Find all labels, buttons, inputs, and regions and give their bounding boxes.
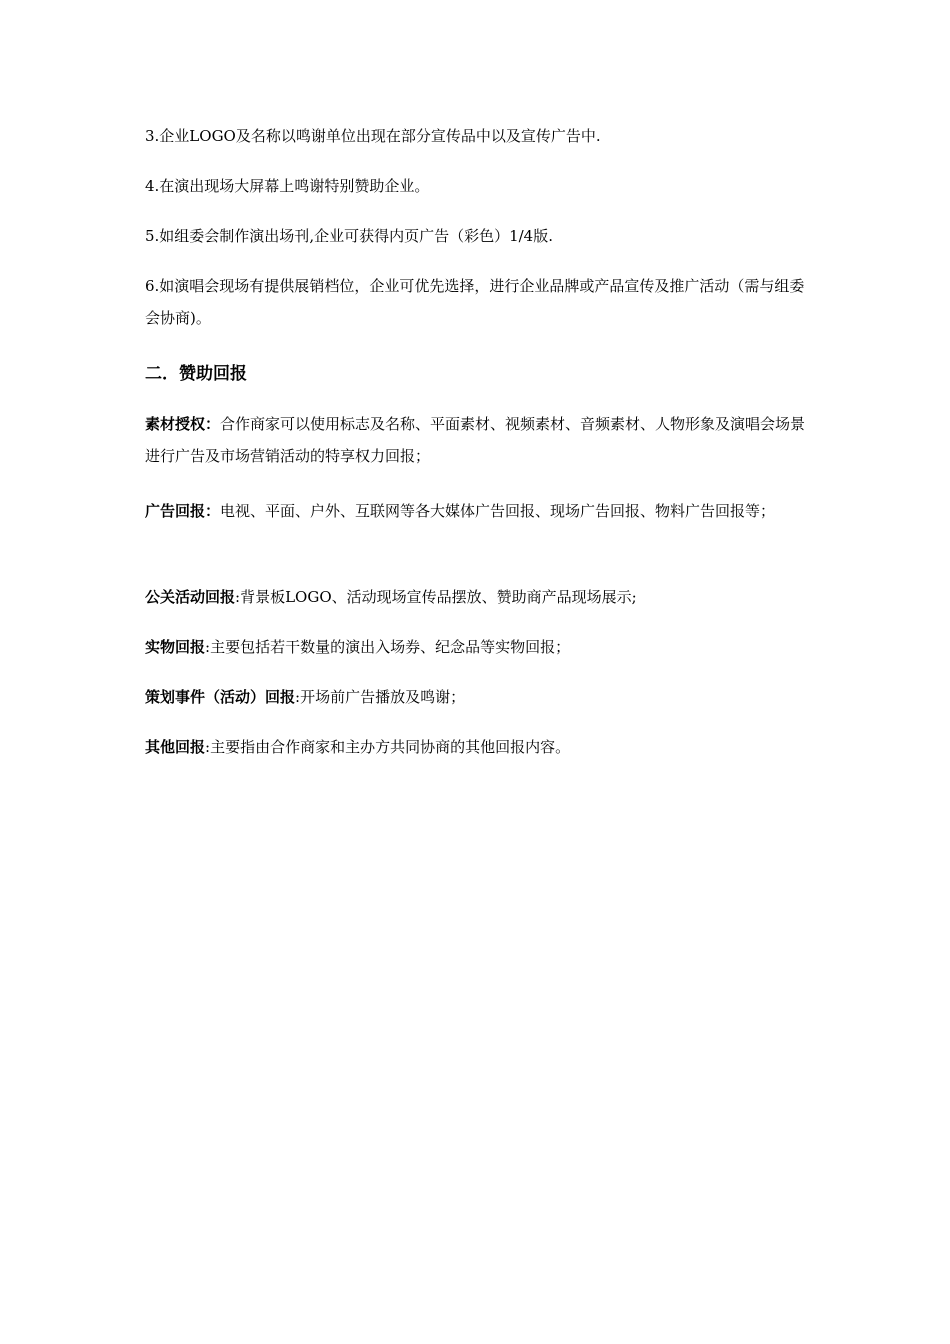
return-separator: : — [235, 588, 241, 606]
return-label: 素材授权 — [145, 415, 206, 433]
return-text: 电视、平面、户外、互联网等各大媒体广告回报、现场广告回报、物料广告回报等； — [220, 502, 776, 520]
list-item: 4.在演出现场大屏幕上鸣谢特别赞助企业。 — [145, 177, 430, 195]
list-item: 3.企业LOGO及名称以鸣谢单位出现在部分宣传品中以及宣传广告中. — [145, 127, 601, 145]
return-label: 其他回报 — [145, 738, 206, 756]
return-separator: : — [205, 738, 211, 756]
return-label: 公关活动回报 — [145, 588, 236, 606]
return-item — [145, 631, 810, 663]
return-item — [145, 581, 810, 613]
return-label: 广告回报 — [145, 502, 206, 520]
return-separator: : — [295, 688, 301, 706]
return-item — [145, 681, 810, 713]
list-item: 6.如演唱会现场有提供展销档位，企业可优先选择，进行企业品牌或产品宣传及推广活动（需与组委会协商)。 — [145, 277, 805, 327]
return-text: 背景板LOGO、活动现场宣传品摆放、赞助商产品现场展示; — [240, 588, 637, 606]
return-item — [145, 408, 810, 472]
list-item: 5.如组委会制作演出场刊,企业可获得内页广告（彩色）1/4版. — [145, 227, 553, 245]
return-text: 开场前广告播放及鸣谢； — [300, 688, 466, 706]
return-item — [145, 731, 810, 763]
return-text: 主要指由合作商家和主办方共同协商的其他回报内容。 — [210, 738, 571, 756]
return-separator: : — [205, 638, 211, 656]
return-item — [145, 495, 810, 527]
return-separator: ： — [205, 415, 221, 433]
return-text: 主要包括若干数量的演出入场券、纪念品等实物回报； — [210, 638, 571, 656]
return-separator: ： — [205, 502, 221, 520]
section-heading: 二．赞助回报 — [145, 364, 247, 384]
return-text: 合作商家可以使用标志及名称、平面素材、视频素材、音频素材、人物形象及演唱会场景进行广告及市场营销活动的特享权力回报； — [145, 415, 806, 465]
return-label: 实物回报 — [145, 638, 206, 656]
return-label: 策划事件（活动）回报 — [145, 688, 296, 706]
